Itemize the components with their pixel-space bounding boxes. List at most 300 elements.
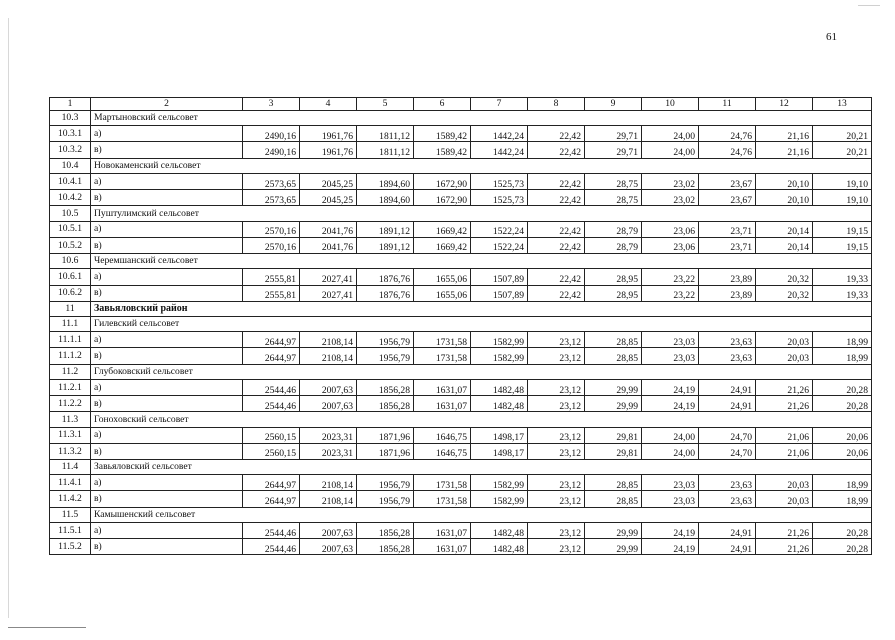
row-code: 11.4 (50, 460, 91, 475)
value-cell: 23,03 (642, 475, 699, 491)
value-cell: 23,89 (699, 269, 756, 285)
value-cell: 2023,31 (300, 427, 357, 443)
value-cell: 1731,58 (414, 332, 471, 348)
value-cell: 2027,41 (300, 269, 357, 285)
column-number-header: 4 (300, 98, 357, 111)
value-cell: 28,79 (585, 221, 642, 237)
value-cell: 24,00 (642, 142, 699, 158)
section-name: Новокаменский сельсовет (91, 158, 872, 173)
value-cell: 24,91 (699, 379, 756, 395)
tariff-table (49, 97, 872, 555)
value-cell: 1672,90 (414, 190, 471, 206)
value-cell: 19,10 (813, 173, 872, 189)
value-cell: 1669,42 (414, 221, 471, 237)
value-cell: 28,75 (585, 173, 642, 189)
value-cell: 23,67 (699, 173, 756, 189)
value-cell: 1961,76 (300, 126, 357, 142)
column-number-header: 7 (471, 98, 528, 111)
table-row (50, 348, 872, 364)
value-cell: 1498,17 (471, 443, 528, 459)
value-cell: 18,99 (813, 475, 872, 491)
value-cell: 18,99 (813, 491, 872, 507)
value-cell: 1498,17 (471, 427, 528, 443)
value-cell: 28,95 (585, 269, 642, 285)
section-name: Камышенский сельсовет (91, 507, 872, 522)
value-cell: 29,71 (585, 126, 642, 142)
value-cell: 22,42 (528, 237, 585, 253)
table-row (50, 221, 872, 237)
section-row (50, 412, 872, 427)
value-cell: 23,71 (699, 237, 756, 253)
value-cell: 19,15 (813, 221, 872, 237)
value-cell: 1956,79 (357, 332, 414, 348)
section-row (50, 316, 872, 331)
value-cell: 23,12 (528, 539, 585, 555)
row-code: 10.3.1 (50, 126, 91, 142)
value-cell: 28,85 (585, 475, 642, 491)
value-cell: 2108,14 (300, 491, 357, 507)
value-cell: 18,99 (813, 348, 872, 364)
value-cell: 2644,97 (243, 475, 300, 491)
section-name: Черемшанский сельсовет (91, 254, 872, 269)
section-row (50, 158, 872, 173)
district-name: Завьяловский район (91, 301, 872, 316)
value-cell: 2544,46 (243, 379, 300, 395)
value-cell: 24,91 (699, 522, 756, 538)
value-cell: 2108,14 (300, 332, 357, 348)
section-row (50, 507, 872, 522)
table-row (50, 379, 872, 395)
value-cell: 20,10 (756, 190, 813, 206)
section-name: Мартыновский сельсовет (91, 111, 872, 126)
value-cell: 23,22 (642, 285, 699, 301)
row-code: 11.1.2 (50, 348, 91, 364)
value-cell: 23,12 (528, 332, 585, 348)
value-cell: 22,42 (528, 142, 585, 158)
value-cell: 24,19 (642, 522, 699, 538)
value-cell: 24,76 (699, 142, 756, 158)
row-code: 10.6 (50, 254, 91, 269)
value-cell: 20,06 (813, 427, 872, 443)
scan-mark-bottom (8, 627, 86, 628)
section-name: Гонохoвский сельсовет (91, 412, 872, 427)
value-cell: 1876,76 (357, 285, 414, 301)
value-cell: 2045,25 (300, 173, 357, 189)
column-number-header: 10 (642, 98, 699, 111)
value-cell: 22,42 (528, 285, 585, 301)
value-cell: 2027,41 (300, 285, 357, 301)
value-cell: 2560,15 (243, 427, 300, 443)
value-cell: 28,85 (585, 348, 642, 364)
value-cell: 21,16 (756, 126, 813, 142)
row-variant: в) (91, 142, 243, 158)
value-cell: 2041,76 (300, 237, 357, 253)
value-cell: 2560,15 (243, 443, 300, 459)
table-row (50, 332, 872, 348)
value-cell: 1655,06 (414, 285, 471, 301)
district-row (50, 301, 872, 316)
value-cell: 20,28 (813, 539, 872, 555)
row-variant: в) (91, 443, 243, 459)
value-cell: 1956,79 (357, 491, 414, 507)
value-cell: 2573,65 (243, 190, 300, 206)
value-cell: 23,02 (642, 190, 699, 206)
row-code: 10.5.1 (50, 221, 91, 237)
value-cell: 23,12 (528, 427, 585, 443)
row-variant: а) (91, 427, 243, 443)
column-number-header: 3 (243, 98, 300, 111)
value-cell: 1631,07 (414, 539, 471, 555)
value-cell: 2573,65 (243, 173, 300, 189)
value-cell: 29,81 (585, 443, 642, 459)
row-variant: в) (91, 491, 243, 507)
value-cell: 2490,16 (243, 126, 300, 142)
value-cell: 1876,76 (357, 269, 414, 285)
value-cell: 23,03 (642, 348, 699, 364)
value-cell: 29,99 (585, 396, 642, 412)
row-code: 11.5 (50, 507, 91, 522)
row-code: 11.1 (50, 316, 91, 331)
value-cell: 19,10 (813, 190, 872, 206)
value-cell: 20,10 (756, 173, 813, 189)
row-code: 10.5.2 (50, 237, 91, 253)
value-cell: 29,81 (585, 427, 642, 443)
table-row (50, 475, 872, 491)
value-cell: 1631,07 (414, 522, 471, 538)
row-code: 10.6.1 (50, 269, 91, 285)
value-cell: 21,06 (756, 443, 813, 459)
row-variant: а) (91, 126, 243, 142)
value-cell: 24,00 (642, 443, 699, 459)
value-cell: 20,32 (756, 285, 813, 301)
value-cell: 1871,96 (357, 443, 414, 459)
row-code: 10.4.2 (50, 190, 91, 206)
row-code: 11.3 (50, 412, 91, 427)
value-cell: 2108,14 (300, 348, 357, 364)
value-cell: 2045,25 (300, 190, 357, 206)
value-cell: 1631,07 (414, 396, 471, 412)
value-cell: 1646,75 (414, 427, 471, 443)
row-variant: а) (91, 379, 243, 395)
value-cell: 23,22 (642, 269, 699, 285)
table-row (50, 237, 872, 253)
value-cell: 23,12 (528, 443, 585, 459)
section-row (50, 460, 872, 475)
value-cell: 1856,28 (357, 539, 414, 555)
value-cell: 21,26 (756, 379, 813, 395)
row-code: 10.6.2 (50, 285, 91, 301)
value-cell: 2007,63 (300, 396, 357, 412)
column-number-header: 11 (699, 98, 756, 111)
row-variant: в) (91, 285, 243, 301)
row-variant: в) (91, 237, 243, 253)
value-cell: 28,85 (585, 332, 642, 348)
page-number: 61 (826, 31, 837, 43)
value-cell: 1582,99 (471, 348, 528, 364)
value-cell: 23,63 (699, 475, 756, 491)
value-cell: 22,42 (528, 221, 585, 237)
value-cell: 23,63 (699, 348, 756, 364)
section-name: Глубоковский сельсовет (91, 364, 872, 379)
value-cell: 1589,42 (414, 142, 471, 158)
value-cell: 2570,16 (243, 221, 300, 237)
value-cell: 21,16 (756, 142, 813, 158)
value-cell: 1482,48 (471, 522, 528, 538)
value-cell: 28,85 (585, 491, 642, 507)
column-number-header: 2 (91, 98, 243, 111)
value-cell: 1891,12 (357, 221, 414, 237)
value-cell: 28,79 (585, 237, 642, 253)
value-cell: 1482,48 (471, 539, 528, 555)
value-cell: 1856,28 (357, 522, 414, 538)
value-cell: 2108,14 (300, 475, 357, 491)
table-header-row (50, 98, 872, 111)
value-cell: 1482,48 (471, 396, 528, 412)
value-cell: 2555,81 (243, 285, 300, 301)
value-cell: 19,33 (813, 269, 872, 285)
row-variant: а) (91, 332, 243, 348)
value-cell: 1525,73 (471, 190, 528, 206)
value-cell: 1856,28 (357, 396, 414, 412)
value-cell: 1589,42 (414, 126, 471, 142)
value-cell: 2544,46 (243, 396, 300, 412)
row-code: 11.5.2 (50, 539, 91, 555)
value-cell: 24,91 (699, 539, 756, 555)
value-cell: 1669,42 (414, 237, 471, 253)
value-cell: 2007,63 (300, 379, 357, 395)
row-variant: а) (91, 173, 243, 189)
value-cell: 1856,28 (357, 379, 414, 395)
value-cell: 2544,46 (243, 539, 300, 555)
value-cell: 20,14 (756, 237, 813, 253)
value-cell: 29,71 (585, 142, 642, 158)
value-cell: 20,21 (813, 142, 872, 158)
value-cell: 20,28 (813, 522, 872, 538)
row-code: 11.2.2 (50, 396, 91, 412)
value-cell: 19,33 (813, 285, 872, 301)
section-name: Гилевский сельсовет (91, 316, 872, 331)
value-cell: 2644,97 (243, 332, 300, 348)
table-row (50, 539, 872, 555)
value-cell: 20,28 (813, 379, 872, 395)
value-cell: 21,26 (756, 539, 813, 555)
value-cell: 22,42 (528, 173, 585, 189)
value-cell: 23,63 (699, 332, 756, 348)
value-cell: 20,03 (756, 491, 813, 507)
value-cell: 23,89 (699, 285, 756, 301)
value-cell: 20,14 (756, 221, 813, 237)
value-cell: 1894,60 (357, 173, 414, 189)
value-cell: 23,71 (699, 221, 756, 237)
value-cell: 2041,76 (300, 221, 357, 237)
row-variant: в) (91, 348, 243, 364)
value-cell: 20,21 (813, 126, 872, 142)
row-variant: а) (91, 221, 243, 237)
column-number-header: 8 (528, 98, 585, 111)
value-cell: 23,03 (642, 332, 699, 348)
value-cell: 1507,89 (471, 285, 528, 301)
page-edge-line (8, 18, 9, 618)
value-cell: 1956,79 (357, 475, 414, 491)
value-cell: 2555,81 (243, 269, 300, 285)
table-row (50, 522, 872, 538)
row-code: 11.3.2 (50, 443, 91, 459)
value-cell: 1894,60 (357, 190, 414, 206)
value-cell: 24,00 (642, 126, 699, 142)
value-cell: 1582,99 (471, 475, 528, 491)
row-code: 11.5.1 (50, 522, 91, 538)
value-cell: 1482,48 (471, 379, 528, 395)
value-cell: 28,95 (585, 285, 642, 301)
row-code: 10.3 (50, 111, 91, 126)
value-cell: 1655,06 (414, 269, 471, 285)
value-cell: 1442,24 (471, 142, 528, 158)
table-row (50, 285, 872, 301)
table-row (50, 491, 872, 507)
value-cell: 23,06 (642, 237, 699, 253)
value-cell: 1731,58 (414, 348, 471, 364)
value-cell: 1442,24 (471, 126, 528, 142)
value-cell: 24,00 (642, 427, 699, 443)
value-cell: 2007,63 (300, 522, 357, 538)
value-cell: 28,75 (585, 190, 642, 206)
row-code: 11.1.1 (50, 332, 91, 348)
value-cell: 23,03 (642, 491, 699, 507)
value-cell: 19,15 (813, 237, 872, 253)
value-cell: 23,67 (699, 190, 756, 206)
section-row (50, 254, 872, 269)
table-row (50, 396, 872, 412)
row-variant: а) (91, 475, 243, 491)
value-cell: 23,12 (528, 522, 585, 538)
value-cell: 22,42 (528, 269, 585, 285)
value-cell: 21,26 (756, 522, 813, 538)
value-cell: 2644,97 (243, 491, 300, 507)
value-cell: 22,42 (528, 190, 585, 206)
section-row (50, 206, 872, 221)
section-name: Завьяловский сельсовет (91, 460, 872, 475)
section-name: Пуштулимский сельсовет (91, 206, 872, 221)
value-cell: 23,06 (642, 221, 699, 237)
table-row (50, 126, 872, 142)
section-row (50, 364, 872, 379)
column-number-header: 5 (357, 98, 414, 111)
value-cell: 20,03 (756, 475, 813, 491)
value-cell: 2023,31 (300, 443, 357, 459)
column-number-header: 6 (414, 98, 471, 111)
value-cell: 2644,97 (243, 348, 300, 364)
row-variant: в) (91, 396, 243, 412)
value-cell: 20,32 (756, 269, 813, 285)
value-cell: 23,12 (528, 348, 585, 364)
column-number-header: 9 (585, 98, 642, 111)
value-cell: 1891,12 (357, 237, 414, 253)
value-cell: 23,12 (528, 475, 585, 491)
value-cell: 1646,75 (414, 443, 471, 459)
table-row (50, 269, 872, 285)
row-code: 10.4 (50, 158, 91, 173)
value-cell: 24,19 (642, 379, 699, 395)
value-cell: 21,26 (756, 396, 813, 412)
value-cell: 24,70 (699, 427, 756, 443)
value-cell: 1811,12 (357, 126, 414, 142)
row-code: 11.4.1 (50, 475, 91, 491)
row-variant: в) (91, 539, 243, 555)
value-cell: 22,42 (528, 126, 585, 142)
value-cell: 23,12 (528, 379, 585, 395)
value-cell: 1961,76 (300, 142, 357, 158)
value-cell: 18,99 (813, 332, 872, 348)
value-cell: 1731,58 (414, 491, 471, 507)
row-variant: а) (91, 269, 243, 285)
value-cell: 23,12 (528, 491, 585, 507)
value-cell: 1522,24 (471, 221, 528, 237)
value-cell: 1522,24 (471, 237, 528, 253)
scan-mark-top (858, 5, 880, 6)
value-cell: 1871,96 (357, 427, 414, 443)
value-cell: 1507,89 (471, 269, 528, 285)
value-cell: 29,99 (585, 539, 642, 555)
value-cell: 1631,07 (414, 379, 471, 395)
row-code: 11.2.1 (50, 379, 91, 395)
value-cell: 24,19 (642, 396, 699, 412)
column-number-header: 1 (50, 98, 91, 111)
value-cell: 20,03 (756, 348, 813, 364)
value-cell: 20,03 (756, 332, 813, 348)
value-cell: 20,06 (813, 443, 872, 459)
value-cell: 1811,12 (357, 142, 414, 158)
row-code: 10.4.1 (50, 173, 91, 189)
table-row (50, 173, 872, 189)
value-cell: 1525,73 (471, 173, 528, 189)
value-cell: 2490,16 (243, 142, 300, 158)
column-number-header: 12 (756, 98, 813, 111)
row-variant: в) (91, 190, 243, 206)
value-cell: 24,76 (699, 126, 756, 142)
value-cell: 1956,79 (357, 348, 414, 364)
row-code: 11 (50, 301, 91, 316)
row-code: 11.3.1 (50, 427, 91, 443)
row-variant: а) (91, 522, 243, 538)
row-code: 11.2 (50, 364, 91, 379)
section-row (50, 111, 872, 126)
value-cell: 1731,58 (414, 475, 471, 491)
value-cell: 2570,16 (243, 237, 300, 253)
value-cell: 1672,90 (414, 173, 471, 189)
table-row (50, 190, 872, 206)
value-cell: 1582,99 (471, 332, 528, 348)
value-cell: 2544,46 (243, 522, 300, 538)
column-number-header: 13 (813, 98, 872, 111)
value-cell: 23,12 (528, 396, 585, 412)
value-cell: 29,99 (585, 522, 642, 538)
row-code: 11.4.2 (50, 491, 91, 507)
value-cell: 21,06 (756, 427, 813, 443)
value-cell: 23,63 (699, 491, 756, 507)
value-cell: 20,28 (813, 396, 872, 412)
row-code: 10.3.2 (50, 142, 91, 158)
table-row (50, 142, 872, 158)
value-cell: 1582,99 (471, 491, 528, 507)
value-cell: 24,91 (699, 396, 756, 412)
value-cell: 24,19 (642, 539, 699, 555)
table-row (50, 443, 872, 459)
value-cell: 2007,63 (300, 539, 357, 555)
value-cell: 24,70 (699, 443, 756, 459)
value-cell: 23,02 (642, 173, 699, 189)
table-row (50, 427, 872, 443)
value-cell: 29,99 (585, 379, 642, 395)
